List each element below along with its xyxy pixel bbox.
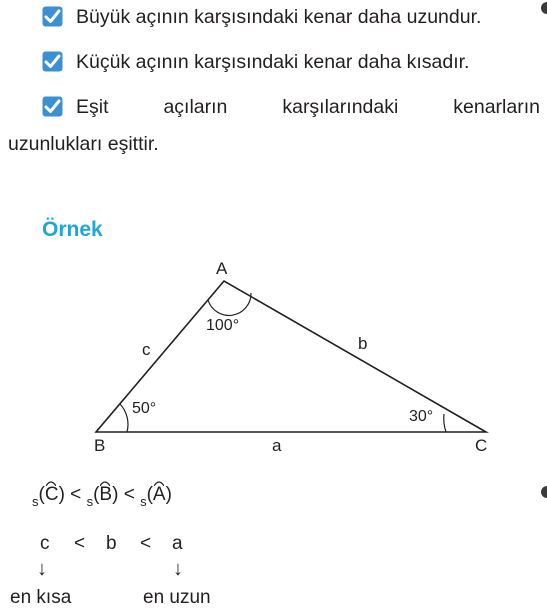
- angle-arc-b: [120, 404, 128, 432]
- side-order-op: <: [74, 533, 86, 554]
- less-than: <: [70, 484, 82, 505]
- side-order-c: c: [40, 533, 50, 554]
- down-arrow-icon: ↓: [173, 558, 183, 580]
- bullet-3-word: açıların: [163, 96, 228, 118]
- shortest-label: en kısa: [10, 587, 72, 608]
- angle-term: [45, 484, 59, 506]
- side-label-c: c: [142, 340, 151, 359]
- vertex-label-c: C: [475, 436, 488, 455]
- measure-subscript: s: [140, 494, 147, 509]
- bullet-3-word: karşılarındaki: [282, 96, 399, 118]
- longest-label: en uzun: [143, 587, 211, 608]
- angle-term: [99, 484, 112, 506]
- bullet-3-word: Eşit: [76, 96, 109, 118]
- side-order-a: a: [172, 533, 183, 554]
- angle-arc-c: [444, 414, 446, 432]
- vertex-label-b: B: [94, 436, 106, 455]
- angle-label-c: 30°: [409, 408, 434, 425]
- bullet-3-word: kenarların: [453, 96, 540, 118]
- angle-inequality: $_s$( C) < $_s$( B) < $_s$( A): [32, 484, 172, 509]
- angle-term-letter: C: [44, 484, 59, 505]
- down-arrow-icon: ↓: [37, 558, 47, 580]
- side-order-op: <: [140, 533, 152, 554]
- side-order-b: b: [106, 533, 117, 554]
- side-label-a: a: [272, 436, 282, 455]
- angle-term: [153, 484, 166, 506]
- measure-subscript: s: [86, 494, 94, 509]
- example-heading: Örnek: [42, 218, 103, 241]
- bullet-2-text: Küçük açının karşısındaki kenar daha kısadır.: [76, 51, 470, 73]
- measure-subscript: s: [32, 494, 39, 509]
- side-label-b: b: [358, 334, 368, 353]
- angle-label-a: 100°: [206, 317, 240, 334]
- angle-term-letter: A: [152, 484, 166, 505]
- vertex-label-a: A: [216, 259, 228, 278]
- angle-term-letter: B: [99, 484, 113, 505]
- bullet-1-text: Büyük açının karşısındaki kenar daha uzundur.: [76, 6, 482, 28]
- less-than: <: [123, 484, 135, 505]
- angle-arc-a: [208, 293, 251, 315]
- angle-label-b: 50°: [132, 400, 157, 417]
- bullet-3-continuation: uzunlukları eşittir.: [8, 133, 159, 155]
